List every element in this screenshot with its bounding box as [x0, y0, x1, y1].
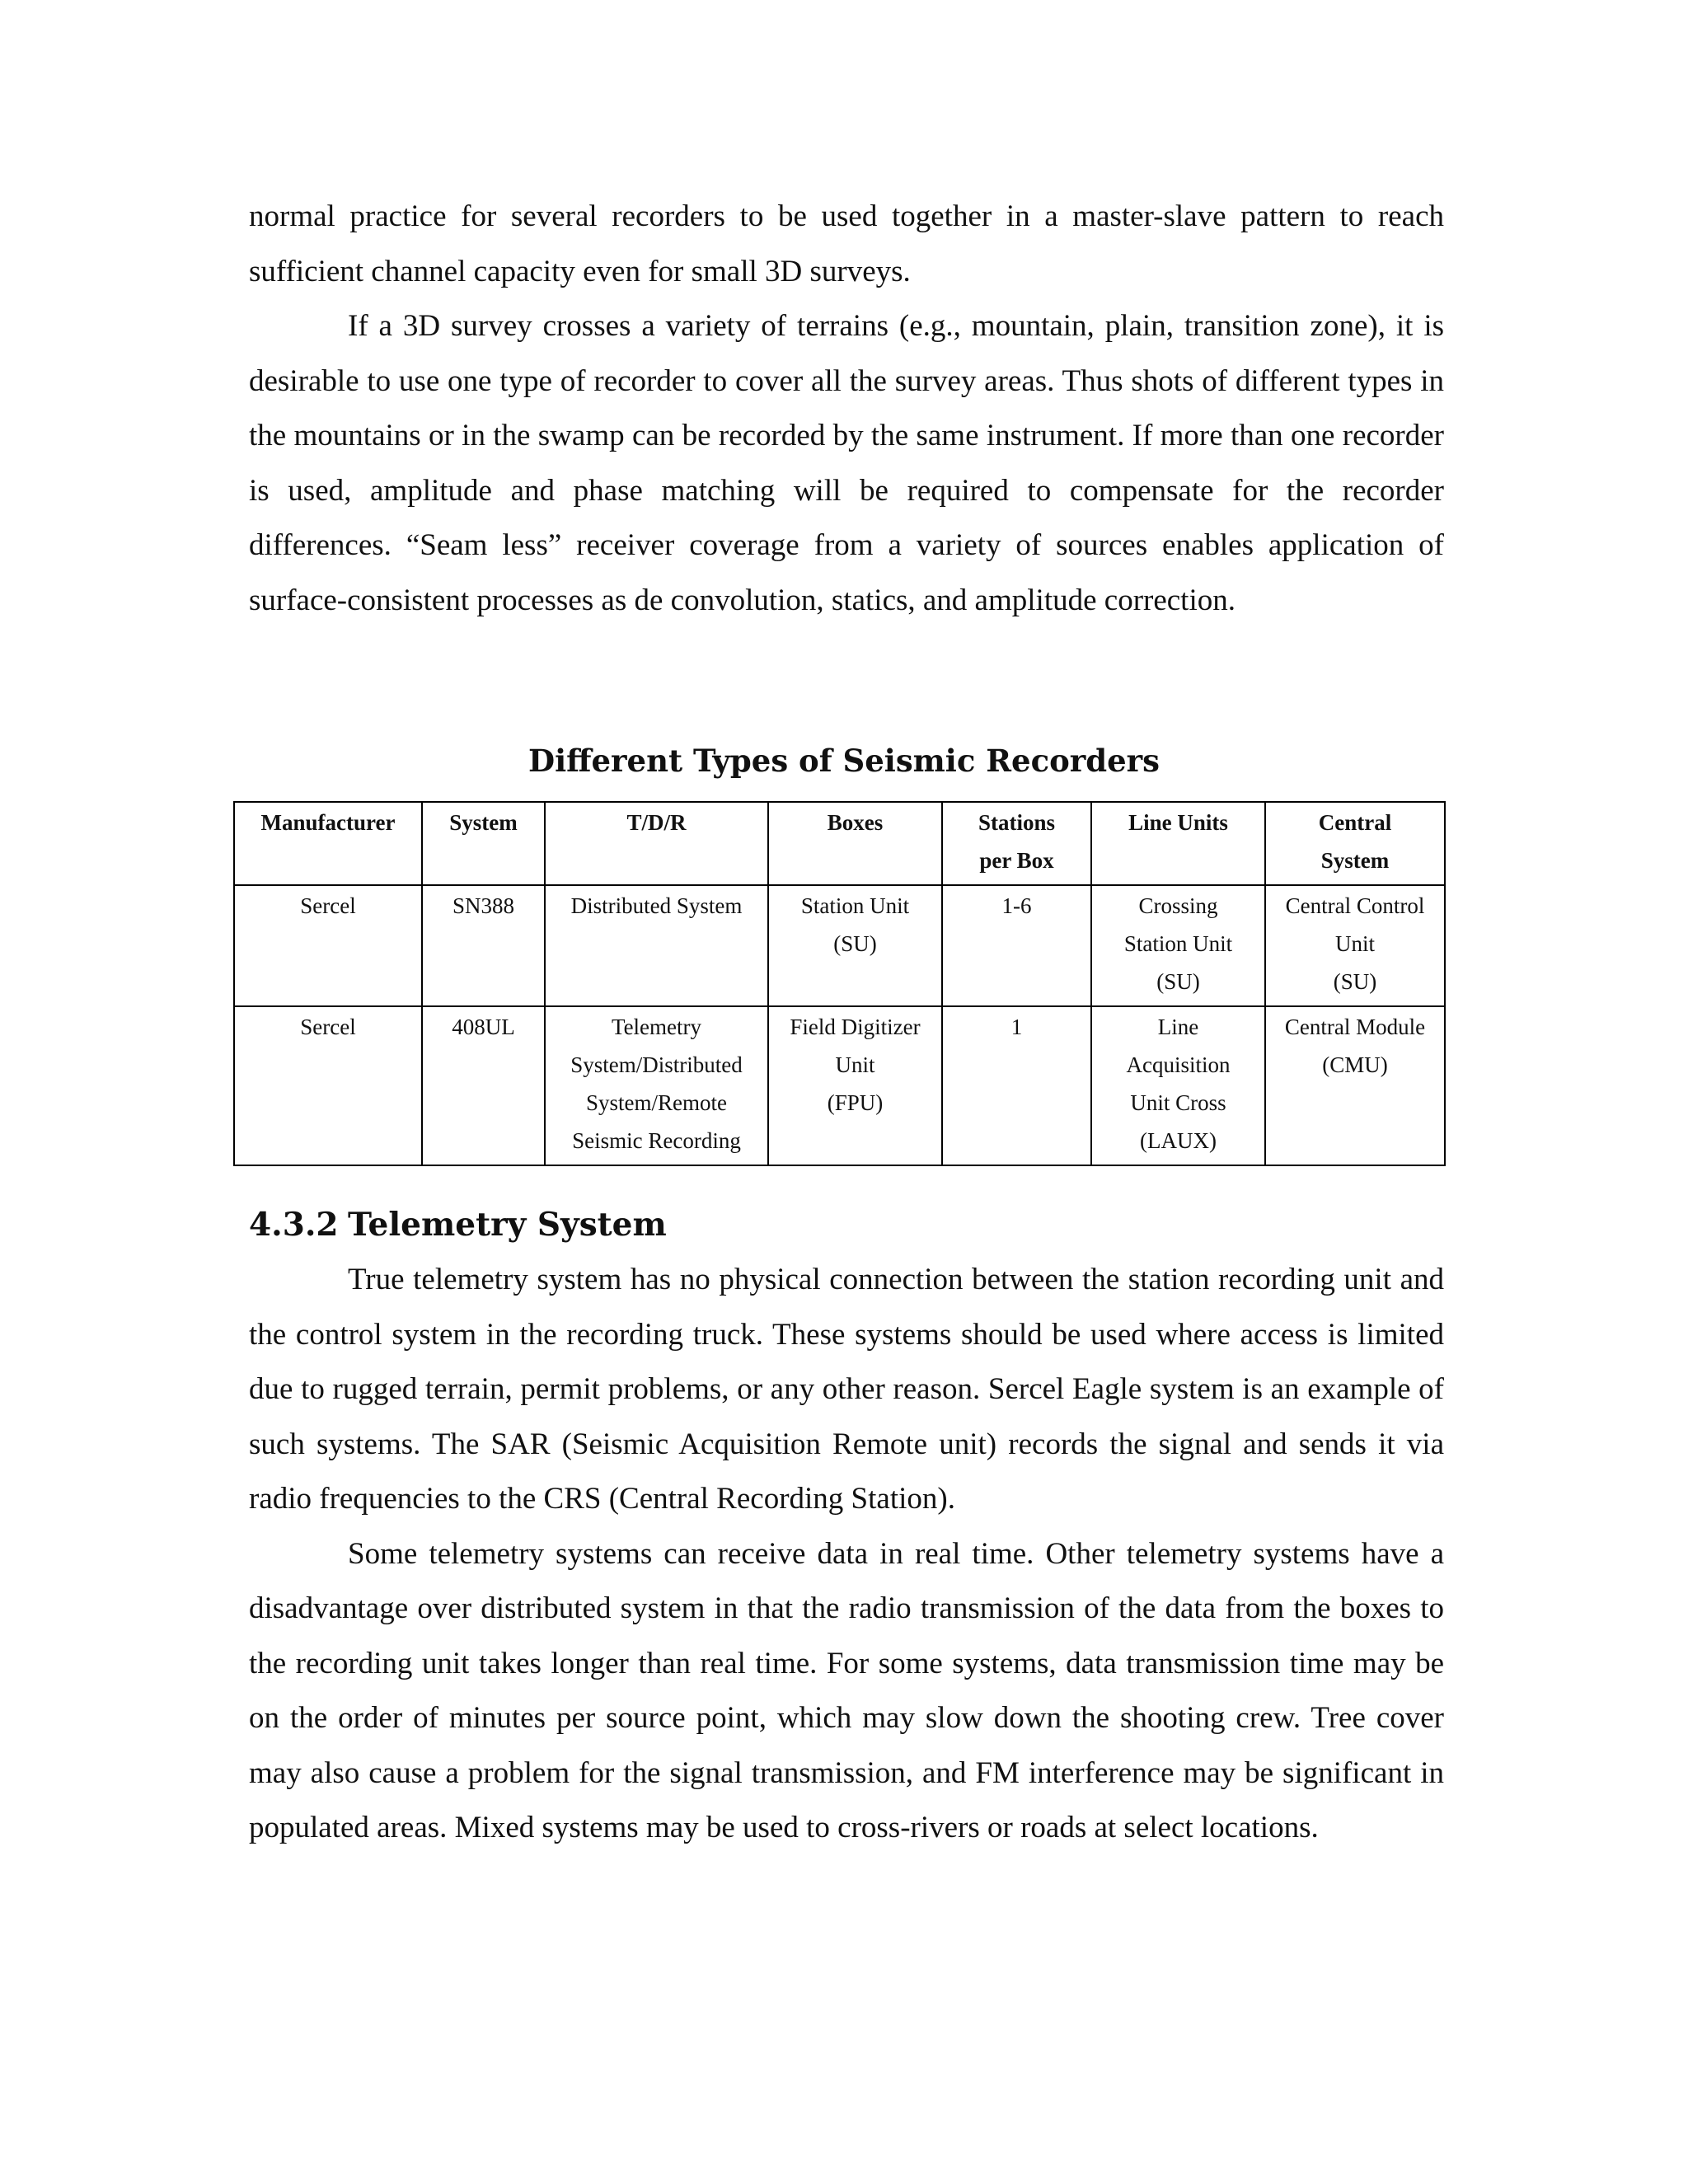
header-cell: Boxes	[768, 802, 942, 885]
table-cell: SN388	[422, 885, 545, 1006]
seismic-recorders-table	[233, 801, 1446, 1166]
table-cell: Field Digitizer Unit (FPU)	[768, 1006, 942, 1165]
intro-paragraph-1: normal practice for several recorders to be used together in a master-slave pattern to reach sufficient channel capacity even for small 3D surveys.	[249, 199, 1444, 288]
header-cell: Central System	[1265, 802, 1445, 885]
section-title: Telemetry System	[348, 1206, 667, 1244]
section-heading	[249, 1200, 667, 1249]
table-cell: Distributed System	[545, 885, 768, 1006]
header-cell: Manufacturer	[234, 802, 422, 885]
section-paragraph-1: True telemetry system has no physical connection between the station recording unit and the control system in the recording truck. These systems should be used where access is limited due to rugged terrain, permit problems, or any other reason. Sercel Eagle system is an example of such systems. The SAR (Seismic Acquisition Remote unit) records the signal and sends it via radio frequencies to the CRS (Central Recording Station).	[249, 1263, 1444, 1516]
header-cell: Line Units	[1091, 802, 1265, 885]
table-cell: 1-6	[942, 885, 1091, 1006]
table-header-row	[234, 802, 1445, 885]
table-cell: Crossing Station Unit (SU)	[1091, 885, 1265, 1006]
header-cell: System	[422, 802, 545, 885]
table-cell: Line Acquisition Unit Cross (LAUX)	[1091, 1006, 1265, 1165]
intro-text	[249, 190, 1444, 628]
table-title: Different Types of Seismic Recorders	[528, 743, 1160, 779]
table-row	[234, 1006, 1445, 1165]
header-cell: T/D/R	[545, 802, 768, 885]
table-cell: 408UL	[422, 1006, 545, 1165]
table-row	[234, 885, 1445, 1006]
table-cell: Central Module (CMU)	[1265, 1006, 1445, 1165]
table-cell: Sercel	[234, 885, 422, 1006]
table-cell: Station Unit (SU)	[768, 885, 942, 1006]
section-body	[249, 1253, 1444, 1856]
table-cell: 1	[942, 1006, 1091, 1165]
intro-paragraph-2: If a 3D survey crosses a variety of terrains (e.g., mountain, plain, transition zone), it is desirable to use one type of recorder to cover all the survey areas. Thus shots of different types in the mountains or in the swamp can be recorded by the same instrument. If more than one recorder is used, amplitude and phase matching will be required to compensate for the recorder differences. “Seam less” receiver coverage from a variety of sources enables application of surface-consistent processes as de convolution, statics, and amplitude correction.	[249, 309, 1444, 617]
section-paragraph-2: Some telemetry systems can receive data in real time. Other telemetry systems have a disadvantage over distributed system in that the radio transmission of the data from the boxes to the recording unit takes longer than real time. For some systems, data transmission time may be on the order of minutes per source point, which may slow down the shooting crew. Tree cover may also cause a problem for the signal transmission, and FM interference may be significant in populated areas. Mixed systems may be used to cross-rivers or roads at select locations.	[249, 1536, 1444, 1844]
section-number: 4.3.2	[249, 1206, 339, 1244]
table-cell: Sercel	[234, 1006, 422, 1165]
table-cell: Telemetry System/Distributed System/Remote Seismic Recording	[545, 1006, 768, 1165]
table-cell: Central Control Unit (SU)	[1265, 885, 1445, 1006]
header-cell: Stations per Box	[942, 802, 1091, 885]
